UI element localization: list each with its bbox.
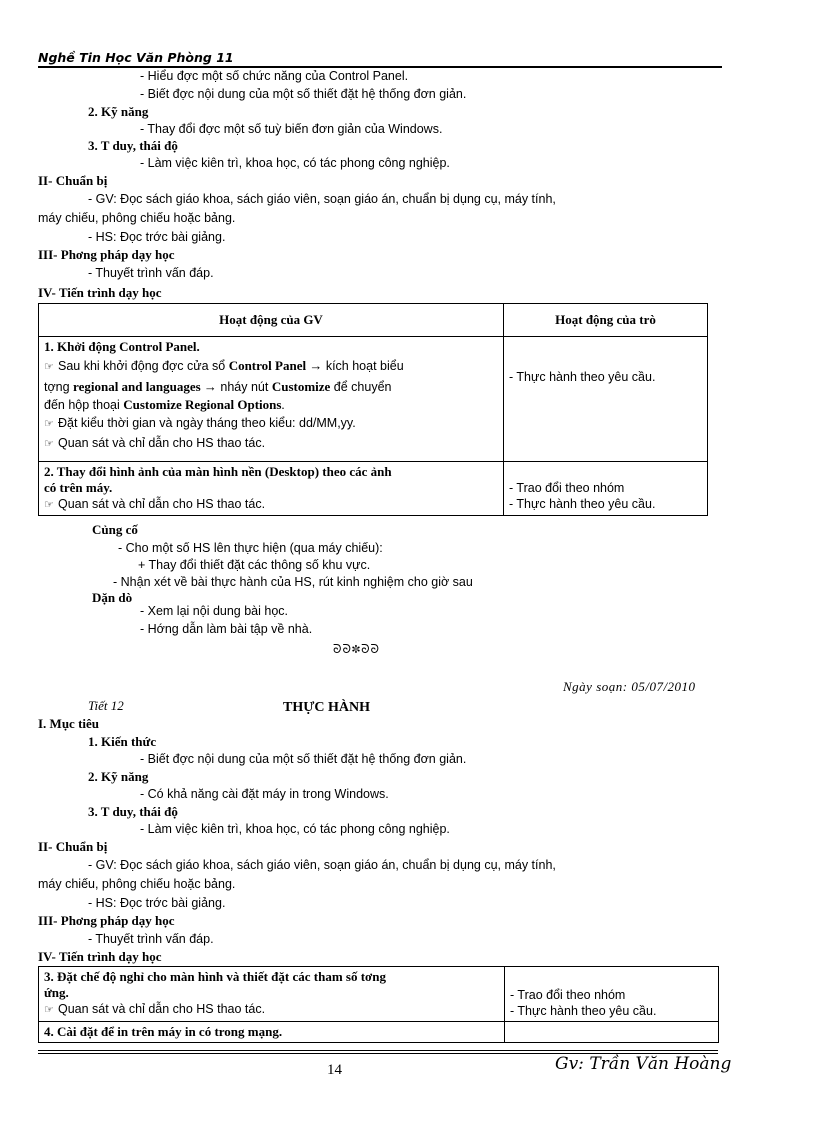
table-cell-gv (39, 462, 504, 516)
prep-line: - HS: Đọc trớc bài giảng. (88, 896, 226, 910)
hand-pointer-icon: ☞ (44, 1004, 54, 1016)
student-activity: - Trao đổi theo nhóm (509, 481, 625, 495)
objective-line: - Thay đổi đợc một số tuỳ biến đơn giản của Windows. (140, 122, 443, 136)
review-line: + Thay đổi thiết đặt các thông số khu vực. (138, 558, 371, 572)
footer-rule (38, 1050, 718, 1051)
table-cell-gv (39, 967, 505, 1022)
activity-table (38, 303, 708, 516)
arrow-icon: → (309, 358, 323, 373)
activity-title: ứng. (44, 985, 69, 1000)
section-heading: III- Phơng pháp dạy học (38, 913, 175, 928)
page-header-title: Nghề Tin Học Văn Phòng 11 (38, 50, 234, 65)
table-row (39, 337, 708, 462)
prep-line: - GV: Đọc sách giáo khoa, sách giáo viên, soạn giáo án, chuẩn bị dụng cụ, máy tính, (88, 858, 556, 872)
homework-line: - Hớng dẫn làm bài tập về nhà. (140, 622, 313, 636)
activity-title: 1. Khởi động Control Panel. (44, 339, 200, 354)
student-activity: - Trao đổi theo nhóm (510, 988, 626, 1002)
table-row (39, 304, 708, 337)
table-row (39, 1022, 719, 1043)
hand-pointer-icon: ☞ (44, 499, 54, 511)
table-header-gv: Hoạt động của GV (39, 304, 504, 337)
section-heading: Dặn dò (92, 590, 133, 605)
objective-line: - Làm việc kiên trì, khoa học, có tác phong công nghiệp. (140, 822, 450, 836)
method-line: - Thuyết trình vấn đáp. (88, 932, 214, 946)
activity-line: ☞ Quan sát và chỉ dẫn cho HS thao tác. (44, 436, 266, 450)
prep-line: - HS: Đọc trớc bài giảng. (88, 230, 226, 244)
section-heading: Củng cố (92, 522, 138, 537)
table-cell-gv (39, 337, 504, 462)
section-heading: 1. Kiến thức (88, 734, 157, 749)
method-line: - Thuyết trình vấn đáp. (88, 266, 214, 280)
homework-line: - Xem lại nội dung bài học. (140, 604, 289, 618)
section-heading: II- Chuẩn bị (38, 839, 108, 854)
objective-line: - Có khả năng cài đặt máy in trong Windows. (140, 787, 389, 801)
activity-table-2 (38, 966, 719, 1043)
page-number: 14 (327, 1062, 342, 1078)
prep-line: - GV: Đọc sách giáo khoa, sách giáo viên, soạn giáo án, chuẩn bị dụng cụ, máy tính, (88, 192, 556, 206)
prep-line: máy chiếu, phông chiếu hoặc bảng. (38, 211, 236, 225)
author-name: Gv: Trần Văn Hoàng (555, 1054, 732, 1074)
activity-title: có trên máy. (44, 480, 113, 495)
activity-line: đến hộp thoại Customize Regional Options. (44, 397, 285, 412)
activity-title: 4. Cài đặt để in trên máy in có trong mạng. (39, 1022, 505, 1043)
activity-line: ☞ Quan sát và chỉ dẫn cho HS thao tác. (44, 1002, 266, 1016)
activity-line: ☞ Sau khi khởi động đợc cửa sổ Control Panel → kích hoạt biểu (44, 358, 404, 373)
section-heading: II- Chuẩn bị (38, 173, 108, 188)
section-heading: I. Mục tiêu (38, 716, 100, 731)
table-cell-tro (505, 967, 719, 1022)
hand-pointer-icon: ☞ (44, 361, 54, 373)
activity-title: 2. Thay đổi hình ảnh của màn hình nền (Desktop) theo các ảnh (44, 464, 392, 479)
objective-line: - Biết đợc nội dung của một số thiết đặt hệ thống đơn giản. (140, 752, 467, 766)
section-heading: IV- Tiến trình dạy học (38, 949, 162, 964)
prep-date: Ngày soạn: 05/07/2010 (563, 679, 696, 694)
review-line: - Nhận xét về bài thực hành của HS, rút kinh nghiệm cho giờ sau (113, 575, 473, 589)
student-activity: - Thực hành theo yêu cầu. (510, 1004, 657, 1018)
table-row (39, 462, 708, 516)
review-line: - Cho một số HS lên thực hiện (qua máy chiếu): (118, 541, 383, 555)
table-cell-tro (504, 337, 708, 462)
student-activity: - Thực hành theo yêu cầu. (509, 370, 656, 384)
table-header-tro: Hoạt động của trò (504, 304, 708, 337)
section-heading: 2. Kỹ năng (88, 769, 149, 784)
activity-line: tợng regional and languages → nháy nút Customize để chuyển (44, 379, 392, 394)
activity-line: ☞ Quan sát và chỉ dẫn cho HS thao tác. (44, 497, 266, 511)
lesson-title: THỰC HÀNH (283, 700, 370, 715)
arrow-icon: → (203, 379, 217, 394)
section-heading: 3. T duy, thái độ (88, 804, 178, 819)
section-heading: IV- Tiến trình dạy học (38, 285, 162, 300)
table-cell-tro (504, 462, 708, 516)
objective-line: - Làm việc kiên trì, khoa học, có tác phong công nghiệp. (140, 156, 450, 170)
student-activity: - Thực hành theo yêu cầu. (509, 497, 656, 511)
section-heading: 3. T duy, thái độ (88, 138, 178, 153)
hand-pointer-icon: ☞ (44, 438, 54, 450)
hand-pointer-icon: ☞ (44, 418, 54, 430)
activity-line: ☞ Đặt kiểu thời gian và ngày tháng theo kiểu: dd/MM,yy. (44, 416, 356, 430)
table-row (39, 967, 719, 1022)
table-cell-tro (505, 1022, 719, 1043)
objective-line: - Hiểu đợc một số chức năng của Control Panel. (140, 69, 409, 83)
activity-title: 3. Đặt chế độ nghỉ cho màn hình và thiết đặt các tham số tơng (44, 969, 386, 984)
objective-line: - Biết đợc nội dung của một số thiết đặt hệ thống đơn giản. (140, 87, 467, 101)
ornament-divider: ᘐᘐ✽ᘐᘐ (333, 642, 380, 656)
lesson-number: Tiết 12 (88, 698, 124, 713)
section-heading: 2. Kỹ năng (88, 104, 149, 119)
section-heading: III- Phơng pháp dạy học (38, 247, 175, 262)
prep-line: máy chiếu, phông chiếu hoặc bảng. (38, 877, 236, 891)
